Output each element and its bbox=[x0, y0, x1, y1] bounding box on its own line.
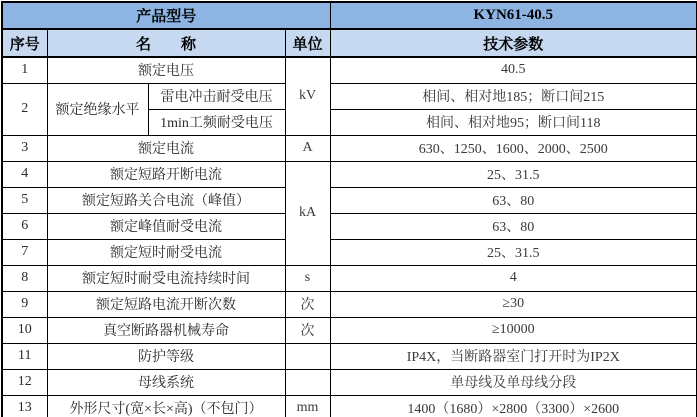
row-value: 相间、相对地185；断口间215 bbox=[330, 83, 697, 109]
product-model-value: KYN61-40.5 bbox=[330, 2, 697, 29]
row-name: 额定电压 bbox=[47, 57, 285, 83]
row-value: 630、1250、1600、2000、2500 bbox=[330, 135, 697, 161]
col-header-serial: 序号 bbox=[2, 29, 47, 57]
table-row bbox=[2, 187, 697, 213]
row-value: ≥10000 bbox=[330, 317, 697, 343]
row-serial: 5 bbox=[2, 187, 47, 213]
row-value: 单母线及单母线分段 bbox=[330, 369, 697, 395]
table-row bbox=[2, 57, 697, 83]
row-serial: 1 bbox=[2, 57, 47, 83]
col-header-name: 名 称 bbox=[47, 29, 285, 57]
row-unit: s bbox=[285, 265, 330, 291]
row-serial: 11 bbox=[2, 343, 47, 369]
table-row bbox=[2, 213, 697, 239]
row-serial: 4 bbox=[2, 161, 47, 187]
row-name: 母线系统 bbox=[47, 369, 285, 395]
row-name: 额定短时耐受电流 bbox=[47, 239, 285, 265]
table-row bbox=[2, 265, 697, 291]
row-subname: 1min工频耐受电压 bbox=[148, 109, 285, 135]
row-unit: 次 bbox=[285, 317, 330, 343]
row-serial: 13 bbox=[2, 395, 47, 417]
row-value: 40.5 bbox=[330, 57, 697, 83]
row-unit: mm bbox=[285, 395, 330, 417]
col-header-unit: 单位 bbox=[285, 29, 330, 57]
row-unit-empty bbox=[285, 343, 330, 369]
row-value: 1400（1680）×2800（3300）×2600 bbox=[330, 395, 697, 417]
table-row bbox=[2, 369, 697, 395]
table-row bbox=[2, 395, 697, 417]
row-value: 25、31.5 bbox=[330, 239, 697, 265]
row-serial: 10 bbox=[2, 317, 47, 343]
row-subname: 雷电冲击耐受电压 bbox=[148, 83, 285, 109]
row-name: 外形尺寸(宽×长×高)（不包门） bbox=[47, 395, 285, 417]
table-row bbox=[2, 135, 697, 161]
row-value: 相间、相对地95；断口间118 bbox=[330, 109, 697, 135]
row-value: 4 bbox=[330, 265, 697, 291]
row-serial: 6 bbox=[2, 213, 47, 239]
table-row bbox=[2, 161, 697, 187]
row-unit-empty bbox=[285, 369, 330, 395]
row-unit: 次 bbox=[285, 291, 330, 317]
row-serial: 2 bbox=[2, 83, 47, 135]
row-serial: 7 bbox=[2, 239, 47, 265]
row-name: 额定绝缘水平 bbox=[47, 83, 148, 135]
table-row bbox=[2, 83, 697, 109]
table-row bbox=[2, 239, 697, 265]
product-model-label: 产品型号 bbox=[2, 2, 330, 29]
col-header-params: 技术参数 bbox=[330, 29, 697, 57]
row-serial: 12 bbox=[2, 369, 47, 395]
row-serial: 9 bbox=[2, 291, 47, 317]
row-unit-kv: kV bbox=[285, 57, 330, 135]
row-name: 额定短时耐受电流持续时间 bbox=[47, 265, 285, 291]
row-name: 额定短路电流开断次数 bbox=[47, 291, 285, 317]
row-name: 防护等级 bbox=[47, 343, 285, 369]
row-value: IP4X，当断路器室门打开时为IP2X bbox=[330, 343, 697, 369]
row-name: 额定短路关合电流（峰值） bbox=[47, 187, 285, 213]
row-name: 额定峰值耐受电流 bbox=[47, 213, 285, 239]
table-row bbox=[2, 291, 697, 317]
row-serial: 8 bbox=[2, 265, 47, 291]
product-spec-table bbox=[1, 1, 697, 417]
row-unit-ka: kA bbox=[285, 161, 330, 265]
row-value: ≥30 bbox=[330, 291, 697, 317]
table-row bbox=[2, 343, 697, 369]
column-header-row bbox=[2, 29, 697, 57]
row-value: 63、80 bbox=[330, 213, 697, 239]
row-name: 额定电流 bbox=[47, 135, 285, 161]
row-value: 25、31.5 bbox=[330, 161, 697, 187]
row-name: 额定短路开断电流 bbox=[47, 161, 285, 187]
row-name: 真空断路器机械寿命 bbox=[47, 317, 285, 343]
row-value: 63、80 bbox=[330, 187, 697, 213]
row-serial: 3 bbox=[2, 135, 47, 161]
row-unit: A bbox=[285, 135, 330, 161]
table-row bbox=[2, 317, 697, 343]
header-row-product-model bbox=[2, 2, 697, 29]
